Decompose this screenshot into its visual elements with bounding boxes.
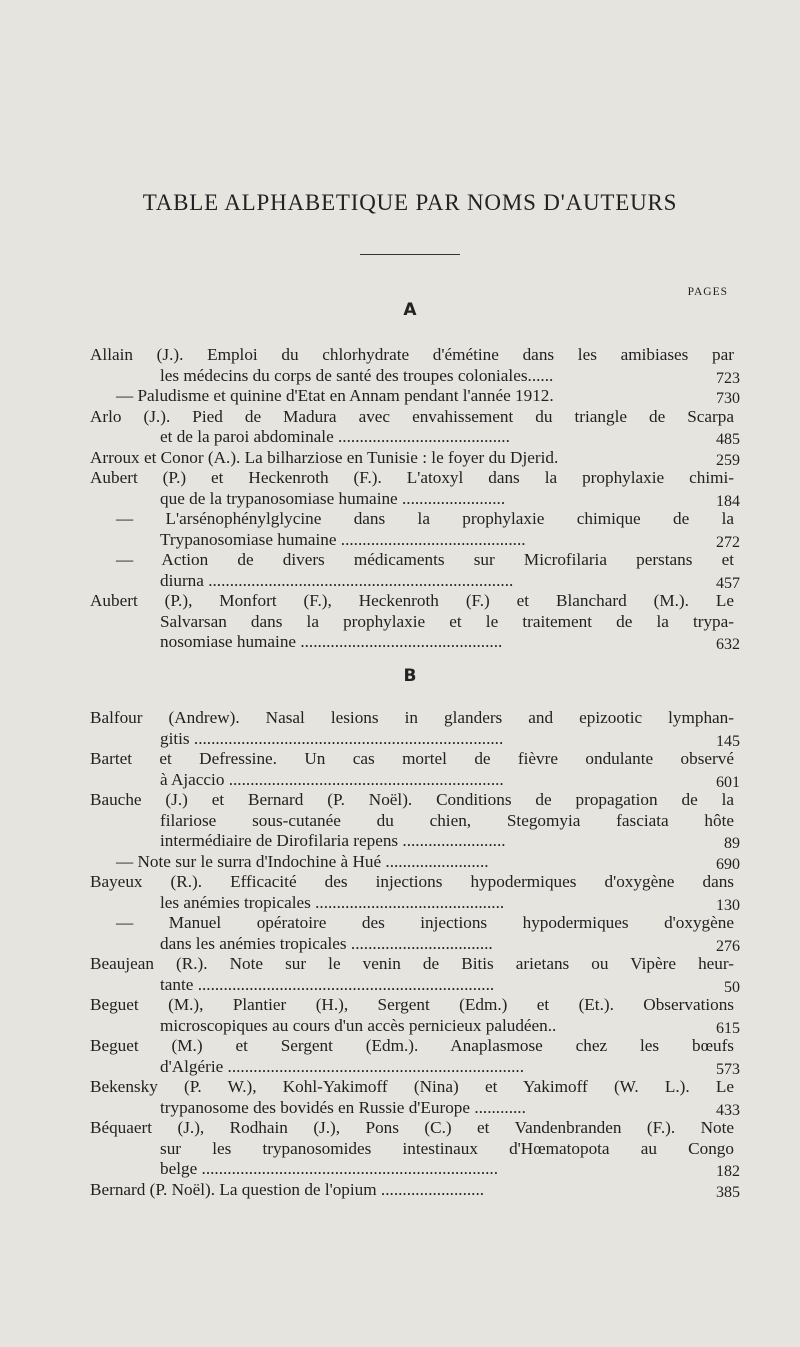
index-entry — [90, 851, 740, 873]
entry-line: tante ..................................................................... — [160, 974, 495, 994]
entry-line: — Paludisme et quinine d'Etat en Annam pendant l'année 1912. — [116, 386, 554, 405]
page-number: 730 — [716, 390, 740, 407]
pages-column-label: PAGES — [687, 286, 728, 298]
entry-line: Aubert (P.) et Heckenroth (F.). L'atoxyl dans la prophylaxie chimi- — [90, 468, 734, 487]
entry-line: — L'arsénophénylglycine dans la prophylaxie chimique de la — [116, 509, 734, 528]
entry-line: Béquaert (J.), Rodhain (J.), Pons (C.) et Vandenbranden (F.). Note — [90, 1118, 734, 1137]
entry-line: d'Algérie ..................................................................... — [160, 1056, 525, 1076]
index-entry — [90, 550, 740, 592]
section-letter-b: B — [403, 666, 417, 686]
entry-line: belge ..................................................................... — [160, 1159, 499, 1178]
entry-line: Bauche (J.) et Bernard (P. Noël). Conditions de propagation de la — [90, 790, 734, 809]
page-number: 457 — [716, 574, 740, 592]
entry-line: filariose sous-cutanée du chien, Stegomyia fasciata hôte — [160, 810, 734, 830]
entry-line: et de la paroi abdominale ........................................ — [160, 427, 510, 446]
page-number: 433 — [716, 1101, 740, 1119]
entry-line: Beguet (M.), Plantier (H.), Sergent (Edm.) et (Et.). Observations — [90, 995, 734, 1014]
index-entry — [90, 1118, 740, 1180]
index-entry — [90, 345, 740, 387]
entry-line: microscopiques au cours d'un accès pernicieux paludéen.. — [160, 1015, 557, 1035]
entry-line: Arroux et Conor (A.). La bilharziose en Tunisie : le foyer du Djerid. — [90, 447, 559, 467]
page-number: 276 — [716, 937, 740, 955]
index-entry — [90, 468, 740, 510]
page-number: 573 — [716, 1060, 740, 1078]
page-number: 723 — [716, 369, 740, 387]
entry-line: Bekensky (P. W.), Kohl-Yakimoff (Nina) et Yakimoff (W. L.). Le — [90, 1077, 734, 1096]
page-number: 601 — [716, 773, 740, 791]
page-number: 259 — [716, 451, 740, 469]
entry-line: intermédiaire de Dirofilaria repens ........................ — [160, 831, 506, 850]
entry-line: — Action de divers médicaments sur Microfilaria perstans et — [116, 550, 734, 569]
entry-line: gitis ........................................................................ — [160, 728, 504, 748]
entry-line: que de la trypanosomiase humaine ........................ — [160, 488, 506, 508]
page-number: 145 — [716, 732, 740, 750]
entry-line: sur les trypanosomides intestinaux d'Hœmatopota au Congo — [160, 1138, 734, 1158]
index-entry — [90, 1077, 740, 1119]
page-number: 615 — [716, 1019, 740, 1037]
page-number: 50 — [724, 978, 740, 996]
entry-line: — Manuel opératoire des injections hypodermiques d'oxygène — [116, 913, 734, 932]
page-number: 130 — [716, 896, 740, 914]
entry-line: Bernard (P. Noël). La question de l'opium ........................ — [90, 1179, 485, 1199]
entry-line: Aubert (P.), Monfort (F.), Heckenroth (F.) et Blanchard (M.). Le — [90, 591, 734, 610]
index-entry — [90, 509, 740, 551]
page-number: 89 — [724, 835, 740, 852]
entry-line: Beguet (M.) et Sergent (Edm.). Anaplasmose chez les bœufs — [90, 1036, 734, 1055]
entry-line: les médecins du corps de santé des troupes coloniales...... — [160, 365, 554, 385]
entry-line: Salvarsan dans la prophylaxie et le traitement de la trypa- — [160, 611, 734, 631]
entry-line: — Note sur le surra d'Indochine à Hué ........................ — [116, 851, 489, 871]
section-a-entries — [90, 345, 740, 653]
entry-line: Arlo (J.). Pied de Madura avec envahissement du triangle de Scarpa — [90, 406, 734, 426]
entry-line: Beaujean (R.). Note sur le venin de Bitis arietans ou Vipère heur- — [90, 954, 734, 973]
entry-line: Balfour (Andrew). Nasal lesions in glanders and epizootic lymphan- — [90, 708, 734, 727]
index-entry — [90, 1036, 740, 1078]
title-rule — [360, 254, 460, 255]
index-entry — [90, 591, 740, 653]
entry-line: Allain (J.). Emploi du chlorhydrate d'émétine dans les amibiases par — [90, 345, 734, 364]
entry-line: Trypanosomiase humaine ........................................... — [160, 529, 526, 549]
page-number: 690 — [716, 855, 740, 873]
index-entry — [90, 708, 740, 750]
page-number: 184 — [716, 492, 740, 510]
index-entry — [90, 872, 740, 914]
index-entry — [90, 386, 740, 407]
entry-line: les anémies tropicales ............................................ — [160, 892, 505, 912]
entry-line: trypanosome des bovidés en Russie d'Europe ............ — [160, 1097, 526, 1117]
index-entry — [90, 406, 740, 448]
page-number: 632 — [716, 636, 740, 653]
index-entry — [90, 1179, 740, 1201]
page-number: 485 — [716, 431, 740, 448]
section-b-entries — [90, 708, 740, 1201]
entry-line: diurna ....................................................................... — [160, 570, 514, 590]
entry-line: nosomiase humaine ............................................... — [160, 632, 503, 651]
page-number: 385 — [716, 1183, 740, 1201]
entry-line: Bayeux (R.). Efficacité des injections hypodermiques d'oxygène dans — [90, 872, 734, 891]
page-number: 272 — [716, 533, 740, 551]
index-entry — [90, 913, 740, 955]
entry-line: à Ajaccio ................................................................ — [160, 769, 504, 789]
index-entry — [90, 954, 740, 996]
index-entry — [90, 749, 740, 791]
index-entry — [90, 447, 740, 469]
index-entry — [90, 995, 740, 1037]
section-letter-a: A — [403, 300, 417, 320]
page-number: 182 — [716, 1163, 740, 1180]
entry-line: dans les anémies tropicales ................................. — [160, 933, 493, 953]
index-entry — [90, 790, 740, 852]
entry-line: Bartet et Defressine. Un cas mortel de fièvre ondulante observé — [90, 749, 734, 768]
page-title: TABLE ALPHABETIQUE PAR NOMS D'AUTEURS — [142, 190, 678, 215]
